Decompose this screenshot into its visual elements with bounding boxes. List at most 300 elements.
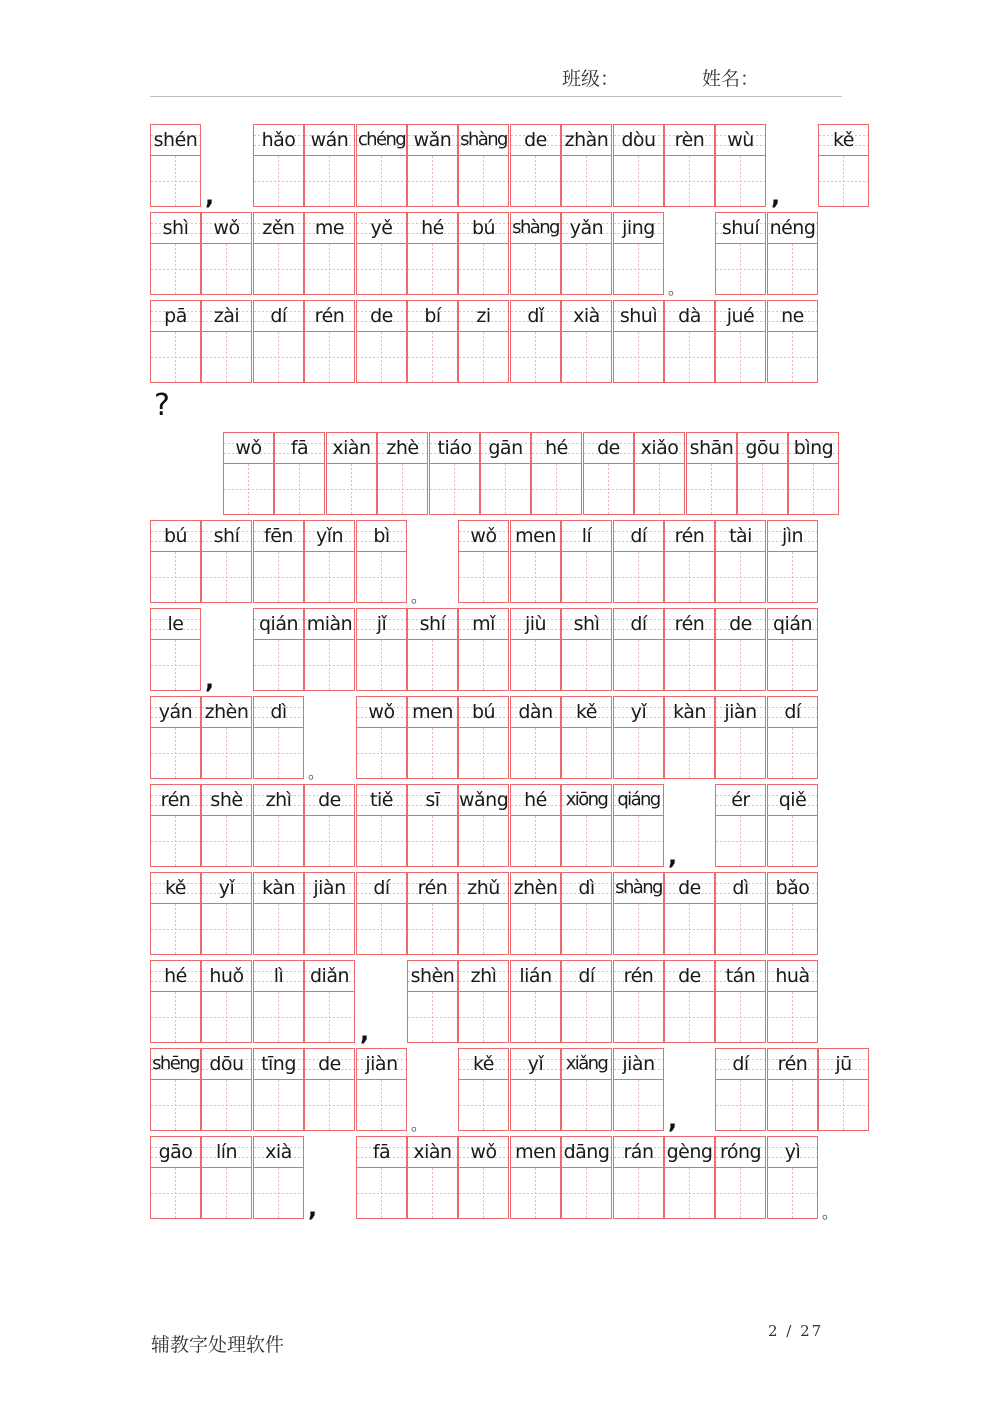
pinyin-text: hé xyxy=(545,437,568,459)
writing-cell[interactable] xyxy=(664,872,715,955)
pinyin-text: shì xyxy=(573,613,600,635)
pinyin-text: shí xyxy=(419,613,446,635)
writing-cell[interactable] xyxy=(458,212,509,295)
writing-cell[interactable] xyxy=(715,124,766,207)
writing-cell[interactable] xyxy=(818,124,869,207)
writing-cell[interactable] xyxy=(715,872,766,955)
writing-cell[interactable] xyxy=(150,124,201,207)
writing-cell[interactable] xyxy=(253,872,304,955)
writing-cell[interactable] xyxy=(715,784,766,867)
writing-cell[interactable] xyxy=(767,872,818,955)
writing-cell[interactable] xyxy=(201,1048,252,1131)
name-label: 姓名： xyxy=(702,68,760,90)
writing-cell[interactable] xyxy=(561,696,612,779)
writing-cell[interactable] xyxy=(253,124,304,207)
period-mark: 。 xyxy=(668,279,685,298)
writing-cell[interactable] xyxy=(304,1048,355,1131)
writing-cell[interactable] xyxy=(223,432,274,515)
writing-cell[interactable] xyxy=(561,784,612,867)
writing-cell[interactable] xyxy=(788,432,839,515)
writing-cell[interactable] xyxy=(561,608,612,691)
writing-cell[interactable] xyxy=(613,608,664,691)
writing-cell[interactable] xyxy=(458,696,509,779)
writing-cell[interactable] xyxy=(304,124,355,207)
writing-cell[interactable] xyxy=(356,784,407,867)
pinyin-text: lín xyxy=(215,1141,238,1163)
writing-cell[interactable] xyxy=(356,1136,407,1219)
writing-cell[interactable] xyxy=(613,212,664,295)
pinyin-text: de xyxy=(370,305,393,327)
worksheet-row xyxy=(0,388,992,517)
writing-cell[interactable] xyxy=(715,520,766,603)
writing-cell[interactable] xyxy=(201,212,252,295)
pinyin-text: yě xyxy=(370,217,393,239)
pinyin-text: kě xyxy=(472,1053,494,1075)
writing-cell[interactable] xyxy=(407,960,458,1043)
period-mark: 。 xyxy=(411,1115,428,1134)
pinyin-text: lián xyxy=(519,965,552,987)
pinyin-text: tài xyxy=(729,525,752,547)
writing-cell[interactable] xyxy=(664,1136,715,1219)
pinyin-text: zhèn xyxy=(513,877,558,899)
pinyin-text: me xyxy=(314,217,345,239)
writing-cell[interactable] xyxy=(407,872,458,955)
writing-cell[interactable] xyxy=(613,124,664,207)
writing-cell[interactable] xyxy=(510,300,561,383)
pinyin-text: wù xyxy=(727,129,754,151)
writing-cell[interactable] xyxy=(767,1048,818,1131)
pinyin-text: bú xyxy=(471,701,496,723)
comma-mark: , xyxy=(771,182,781,210)
pinyin-text: bú xyxy=(471,217,496,239)
writing-cell[interactable] xyxy=(715,212,766,295)
pinyin-text: shàng xyxy=(512,217,559,238)
writing-cell[interactable] xyxy=(458,608,509,691)
pinyin-text: rén xyxy=(417,877,448,899)
pinyin-text: kàn xyxy=(673,701,706,723)
pinyin-text: dí xyxy=(270,305,287,327)
pinyin-text: shuí xyxy=(721,217,760,239)
pinyin-text: zhì xyxy=(265,789,292,811)
pinyin-text: wǒ xyxy=(470,525,497,547)
pinyin-text: ne xyxy=(781,305,804,327)
class-label: 班级： xyxy=(562,68,620,90)
pinyin-text: fā xyxy=(290,437,309,459)
writing-cell[interactable] xyxy=(356,696,407,779)
pinyin-text: zài xyxy=(213,305,240,327)
writing-cell[interactable] xyxy=(150,960,201,1043)
writing-cell[interactable] xyxy=(561,1048,612,1131)
pinyin-text: yǐ xyxy=(527,1053,544,1075)
pinyin-text: gāo xyxy=(158,1141,193,1163)
pinyin-text: hé xyxy=(524,789,547,811)
writing-cell[interactable] xyxy=(715,608,766,691)
pinyin-text: pā xyxy=(164,305,187,327)
writing-cell[interactable] xyxy=(253,608,304,691)
writing-cell[interactable] xyxy=(201,696,252,779)
pinyin-text: néng xyxy=(769,217,816,239)
writing-cell[interactable] xyxy=(715,1048,766,1131)
writing-cell[interactable] xyxy=(458,520,509,603)
pinyin-text: zhè xyxy=(386,437,419,459)
comma-mark: , xyxy=(205,182,215,210)
pinyin-text: zhàn xyxy=(564,129,609,151)
writing-cell[interactable] xyxy=(407,124,458,207)
writing-cell[interactable] xyxy=(356,608,407,691)
comma-mark: , xyxy=(360,1018,370,1046)
writing-cell[interactable] xyxy=(767,608,818,691)
writing-cell[interactable] xyxy=(510,784,561,867)
pinyin-text: dí xyxy=(578,965,595,987)
pinyin-text: dì xyxy=(732,877,749,899)
writing-cell[interactable] xyxy=(304,608,355,691)
pinyin-text: rán xyxy=(623,1141,654,1163)
writing-cell[interactable] xyxy=(253,212,304,295)
writing-cell[interactable] xyxy=(150,1048,201,1131)
writing-cell[interactable] xyxy=(201,300,252,383)
writing-cell[interactable] xyxy=(458,960,509,1043)
worksheet-row xyxy=(0,1136,992,1221)
writing-cell[interactable] xyxy=(664,696,715,779)
pinyin-text: men xyxy=(515,1141,556,1163)
writing-cell[interactable] xyxy=(531,432,582,515)
writing-cell[interactable] xyxy=(664,300,715,383)
pinyin-text: jū xyxy=(835,1053,852,1075)
writing-cell[interactable] xyxy=(613,1048,664,1131)
comma-mark: , xyxy=(205,666,215,694)
pinyin-text: tiáo xyxy=(437,437,472,459)
pinyin-text: zhǔ xyxy=(467,877,500,899)
pinyin-text: jiàn xyxy=(724,701,757,723)
pinyin-text: jué xyxy=(726,305,755,327)
writing-cell[interactable] xyxy=(613,1136,664,1219)
writing-cell[interactable] xyxy=(561,212,612,295)
writing-cell[interactable] xyxy=(510,520,561,603)
writing-cell[interactable] xyxy=(561,960,612,1043)
writing-cell[interactable] xyxy=(150,784,201,867)
pinyin-text: tīng xyxy=(261,1053,296,1075)
writing-cell[interactable] xyxy=(510,1048,561,1131)
pinyin-text: yì xyxy=(784,1141,801,1163)
writing-cell[interactable] xyxy=(407,784,458,867)
pinyin-text: yǐ xyxy=(630,701,647,723)
worksheet-row xyxy=(0,608,992,693)
writing-cell[interactable] xyxy=(407,1136,458,1219)
writing-cell[interactable] xyxy=(356,1048,407,1131)
worksheet-row xyxy=(0,520,992,605)
pinyin-text: qiě xyxy=(778,789,807,811)
writing-cell[interactable] xyxy=(634,432,685,515)
writing-cell[interactable] xyxy=(304,300,355,383)
pinyin-text: bú xyxy=(163,525,188,547)
writing-cell[interactable] xyxy=(458,784,509,867)
writing-cell[interactable] xyxy=(407,608,458,691)
writing-cell[interactable] xyxy=(356,300,407,383)
pinyin-text: dà xyxy=(678,305,701,327)
period-mark: 。 xyxy=(308,763,325,782)
writing-cell[interactable] xyxy=(407,212,458,295)
pinyin-text: xià xyxy=(265,1141,292,1163)
pinyin-text: jing xyxy=(622,217,655,239)
writing-cell[interactable] xyxy=(561,520,612,603)
pinyin-text: rén xyxy=(777,1053,808,1075)
writing-cell[interactable] xyxy=(150,696,201,779)
pinyin-text: wǒ xyxy=(213,217,240,239)
writing-cell[interactable] xyxy=(767,784,818,867)
pinyin-text: de xyxy=(678,877,701,899)
pinyin-text: wǎn xyxy=(413,129,452,151)
writing-cell[interactable] xyxy=(664,608,715,691)
pinyin-text: hé xyxy=(421,217,444,239)
writing-cell[interactable] xyxy=(561,124,612,207)
writing-cell[interactable] xyxy=(767,696,818,779)
pinyin-text: jìn xyxy=(781,525,804,547)
pinyin-text: wǒ xyxy=(235,437,262,459)
writing-cell[interactable] xyxy=(458,1048,509,1131)
pinyin-text: rén xyxy=(674,525,705,547)
pinyin-text: xià xyxy=(573,305,600,327)
pinyin-text: bìng xyxy=(793,437,834,459)
writing-cell[interactable] xyxy=(201,960,252,1043)
worksheet-row xyxy=(0,872,992,957)
writing-cell[interactable] xyxy=(201,784,252,867)
pinyin-text: wán xyxy=(310,129,349,151)
pinyin-text: qiáng xyxy=(617,789,660,810)
pinyin-text: dōu xyxy=(209,1053,244,1075)
pinyin-text: shēng xyxy=(152,1053,199,1074)
pinyin-text: xiǎng xyxy=(565,1053,608,1074)
worksheet-row xyxy=(0,124,992,209)
pinyin-text: shān xyxy=(689,437,734,459)
pinyin-text: gān xyxy=(488,437,523,459)
writing-cell[interactable] xyxy=(715,960,766,1043)
writing-cell[interactable] xyxy=(767,960,818,1043)
writing-cell[interactable] xyxy=(253,784,304,867)
writing-cell[interactable] xyxy=(326,432,377,515)
writing-cell[interactable] xyxy=(304,784,355,867)
writing-cell[interactable] xyxy=(480,432,531,515)
writing-cell[interactable] xyxy=(510,960,561,1043)
pinyin-text: men xyxy=(515,525,556,547)
pinyin-text: sī xyxy=(425,789,440,811)
writing-cell[interactable] xyxy=(510,1136,561,1219)
writing-cell[interactable] xyxy=(561,1136,612,1219)
pinyin-text: dāng xyxy=(563,1141,610,1163)
writing-cell[interactable] xyxy=(561,300,612,383)
pinyin-text: ér xyxy=(731,789,750,811)
pinyin-text: jiàn xyxy=(365,1053,398,1075)
writing-cell[interactable] xyxy=(561,872,612,955)
writing-cell[interactable] xyxy=(767,212,818,295)
worksheet-row xyxy=(0,1048,992,1133)
pinyin-text: jiù xyxy=(524,613,547,635)
writing-cell[interactable] xyxy=(510,124,561,207)
writing-cell[interactable] xyxy=(767,300,818,383)
writing-cell[interactable] xyxy=(356,872,407,955)
pinyin-text: diǎn xyxy=(309,965,350,987)
pinyin-text: yǎn xyxy=(569,217,604,239)
writing-cell[interactable] xyxy=(253,960,304,1043)
pinyin-text: fēn xyxy=(264,525,293,547)
writing-cell[interactable] xyxy=(253,520,304,603)
writing-cell[interactable] xyxy=(613,300,664,383)
writing-cell[interactable] xyxy=(613,520,664,603)
pinyin-text: dí xyxy=(732,1053,749,1075)
period-mark: 。 xyxy=(822,1203,839,1222)
writing-cell[interactable] xyxy=(150,872,201,955)
worksheet-row xyxy=(0,212,992,297)
writing-cell[interactable] xyxy=(356,124,407,207)
writing-cell[interactable] xyxy=(201,1136,252,1219)
pinyin-text: xiàn xyxy=(413,1141,452,1163)
writing-cell[interactable] xyxy=(304,960,355,1043)
pinyin-text: huǒ xyxy=(209,965,244,987)
writing-cell[interactable] xyxy=(613,784,664,867)
pinyin-text: rén xyxy=(674,613,705,635)
writing-cell[interactable] xyxy=(458,1136,509,1219)
writing-cell[interactable] xyxy=(407,696,458,779)
writing-cell[interactable] xyxy=(613,960,664,1043)
writing-cell[interactable] xyxy=(715,300,766,383)
worksheet-row xyxy=(0,784,992,869)
comma-mark: , xyxy=(668,1106,678,1134)
writing-cell[interactable] xyxy=(201,872,252,955)
page-indicator: 2 / 27 xyxy=(768,1322,824,1340)
pinyin-text: kě xyxy=(832,129,854,151)
writing-cell[interactable] xyxy=(304,872,355,955)
pinyin-text: de xyxy=(318,789,341,811)
pinyin-text: huà xyxy=(775,965,810,987)
pinyin-text: dàn xyxy=(518,701,553,723)
writing-cell[interactable] xyxy=(458,300,509,383)
writing-cell[interactable] xyxy=(510,872,561,955)
writing-cell[interactable] xyxy=(201,520,252,603)
writing-cell[interactable] xyxy=(458,124,509,207)
pinyin-text: lì xyxy=(273,965,284,987)
writing-cell[interactable] xyxy=(715,696,766,779)
writing-cell[interactable] xyxy=(253,1136,304,1219)
writing-cell[interactable] xyxy=(377,432,428,515)
writing-cell[interactable] xyxy=(664,520,715,603)
pinyin-text: wǎng xyxy=(459,789,509,811)
pinyin-text: men xyxy=(412,701,453,723)
writing-cell[interactable] xyxy=(150,300,201,383)
writing-cell[interactable] xyxy=(613,696,664,779)
pinyin-text: xiōng xyxy=(565,789,608,810)
pinyin-text: hǎo xyxy=(261,129,296,151)
worksheet-row xyxy=(0,696,992,781)
writing-cell[interactable] xyxy=(686,432,737,515)
writing-cell[interactable] xyxy=(429,432,480,515)
pinyin-text: de xyxy=(318,1053,341,1075)
writing-cell[interactable] xyxy=(304,212,355,295)
writing-cell[interactable] xyxy=(150,1136,201,1219)
writing-cell[interactable] xyxy=(253,1048,304,1131)
pinyin-text: le xyxy=(167,613,184,635)
writing-cell[interactable] xyxy=(274,432,325,515)
comma-mark: , xyxy=(308,1194,318,1222)
pinyin-text: kàn xyxy=(262,877,295,899)
writing-cell[interactable] xyxy=(356,212,407,295)
writing-cell[interactable] xyxy=(407,300,458,383)
pinyin-text: kě xyxy=(575,701,597,723)
pinyin-text: chéng xyxy=(357,129,406,150)
writing-cell[interactable] xyxy=(510,696,561,779)
pinyin-text: rèn xyxy=(674,129,705,151)
pinyin-text: miàn xyxy=(306,613,353,635)
pinyin-text: de xyxy=(524,129,547,151)
pinyin-text: tiě xyxy=(370,789,393,811)
pinyin-text: zi xyxy=(476,305,491,327)
question-mark: ? xyxy=(154,388,170,423)
pinyin-text: dí xyxy=(784,701,801,723)
pinyin-text: shuì xyxy=(619,305,658,327)
pinyin-text: dí xyxy=(630,525,647,547)
writing-cell[interactable] xyxy=(458,872,509,955)
pinyin-text: dì xyxy=(578,877,595,899)
writing-cell[interactable] xyxy=(737,432,788,515)
footer-software-name: 辅教字处理软件 xyxy=(151,1334,285,1356)
pinyin-text: jiàn xyxy=(313,877,346,899)
pinyin-text: bí xyxy=(424,305,441,327)
pinyin-text: dǐ xyxy=(527,305,544,327)
writing-cell[interactable] xyxy=(253,696,304,779)
writing-cell[interactable] xyxy=(664,124,715,207)
writing-cell[interactable] xyxy=(818,1048,869,1131)
pinyin-text: xiǎo xyxy=(640,437,679,459)
pinyin-text: bì xyxy=(373,525,390,547)
pinyin-text: shí xyxy=(213,525,240,547)
pinyin-text: shàng xyxy=(615,877,662,898)
writing-cell[interactable] xyxy=(664,960,715,1043)
pinyin-text: hé xyxy=(164,965,187,987)
writing-cell[interactable] xyxy=(583,432,634,515)
pinyin-text: shè xyxy=(210,789,243,811)
pinyin-text: tán xyxy=(725,965,756,987)
writing-cell[interactable] xyxy=(356,520,407,603)
pinyin-text: wǒ xyxy=(470,1141,497,1163)
writing-cell[interactable] xyxy=(613,872,664,955)
pinyin-text: mǐ xyxy=(472,613,495,635)
writing-cell[interactable] xyxy=(150,520,201,603)
writing-cell[interactable] xyxy=(150,608,201,691)
pinyin-text: jiàn xyxy=(622,1053,655,1075)
writing-cell[interactable] xyxy=(253,300,304,383)
writing-cell[interactable] xyxy=(150,212,201,295)
pinyin-text: dí xyxy=(373,877,390,899)
pinyin-text: zěn xyxy=(262,217,295,239)
writing-cell[interactable] xyxy=(510,212,561,295)
pinyin-text: zhèn xyxy=(204,701,249,723)
pinyin-text: bǎo xyxy=(775,877,810,899)
pinyin-text: rén xyxy=(623,965,654,987)
writing-cell[interactable] xyxy=(304,520,355,603)
pinyin-text: zhì xyxy=(470,965,497,987)
pinyin-text: shàng xyxy=(460,129,507,150)
writing-cell[interactable] xyxy=(510,608,561,691)
pinyin-text: shèn xyxy=(410,965,455,987)
pinyin-text: rén xyxy=(160,789,191,811)
pinyin-text: jǐ xyxy=(376,613,387,635)
pinyin-text: dí xyxy=(630,613,647,635)
pinyin-text: de xyxy=(729,613,752,635)
pinyin-text: fā xyxy=(372,1141,391,1163)
pinyin-text: yǐn xyxy=(315,525,344,547)
writing-cell[interactable] xyxy=(767,520,818,603)
writing-cell[interactable] xyxy=(715,1136,766,1219)
writing-cell[interactable] xyxy=(767,1136,818,1219)
pinyin-text: shì xyxy=(162,217,189,239)
